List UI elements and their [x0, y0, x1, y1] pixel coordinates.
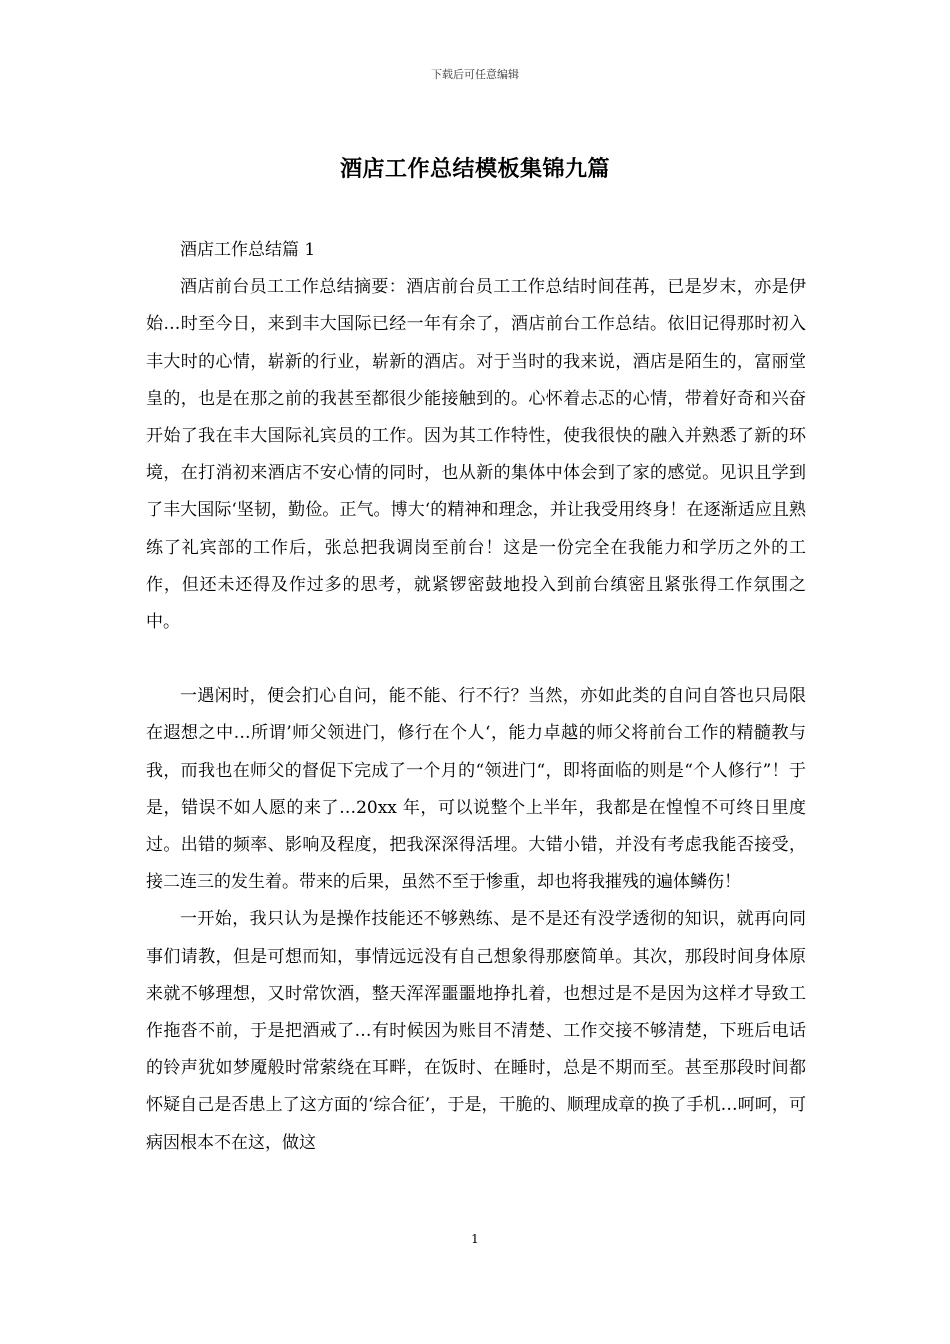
- paragraph: 一开始，我只认为是操作技能还不够熟练、是不是还有没学透彻的知识，就再向同事们请教，但是可想而知，事情远远没有自己想象得那麽简单。其次，那段时间身体原来就不够理想，又时常饮酒，整天浑浑噩噩地挣扎着，也想过是不是因为这样才导致工作拖沓不前，于是把酒戒了…有时候因为账目不清楚、工作交接不够清楚，下班后电话的铃声犹如梦魇般时常萦绕在耳畔，在饭时、在睡时，总是不期而至。甚至那段时间都怀疑自己是否患上了这方面的‘综合征’，于是，干脆的、顺理成章的换了手机…呵呵，可病因根本不在这，做这: [146, 909, 806, 1153]
- document-title: 酒店工作总结模板集锦九篇: [339, 156, 610, 182]
- page-header: 下载后可任意编辑: [431, 68, 519, 81]
- paragraph: 一遇闲时，便会扪心自问，能不能、行不行？当然，亦如此类的自问自答也只局限在遐想之中…所谓’师父领进门，修行在个人‘，能力卓越的师父将前台工作的精髓教与我，而我也在师父的督促下完成了一个月的“领进门“，即将面临的则是“个人修行”！于是，错误不如人愿的来了…20xx 年，可以说整个上半年，我都是在惶惶不可终日里度过。出错的频率、影响及程度，把我深深得活埋。大错小错，并没有考虑我能否接受，接二连三的发生着。带来的后果，虽然不至于惨重，却也将我摧残的遍体鳞伤！: [146, 686, 806, 893]
- page-number: 1: [471, 1232, 479, 1246]
- paragraph: 酒店前台员工工作总结摘要：酒店前台员工工作总结时间荏苒，已是岁末，亦是伊始…时至今日，来到丰大国际已经一年有余了，酒店前台工作总结。依旧记得那时初入丰大时的心情，崭新的行业，崭新的酒店。对于当时的我来说，酒店是陌生的，富丽堂皇的，也是在那之前的我甚至都很少能接触到的。心怀着忐忑的心情，带着好奇和兴奋开始了我在丰大国际礼宾员的工作。因为其工作特性，使我很快的融入并熟悉了新的环境，在打消初来酒店不安心情的同时，也从新的集体中体会到了家的感觉。见识且学到了丰大国际‘坚韧，勤俭。正气。博大‘的精神和理念，并让我受用终身！在逐渐适应且熟练了礼宾部的工作后，张总把我调岗至前台！这是一份完全在我能力和学历之外的工作，但还未还得及作过多的思考，就紧锣密鼓地投入到前台缜密且紧张得工作氛围之中。: [146, 277, 806, 633]
- section-heading: 酒店工作总结篇 1: [180, 240, 316, 260]
- document-body: [146, 232, 806, 1162]
